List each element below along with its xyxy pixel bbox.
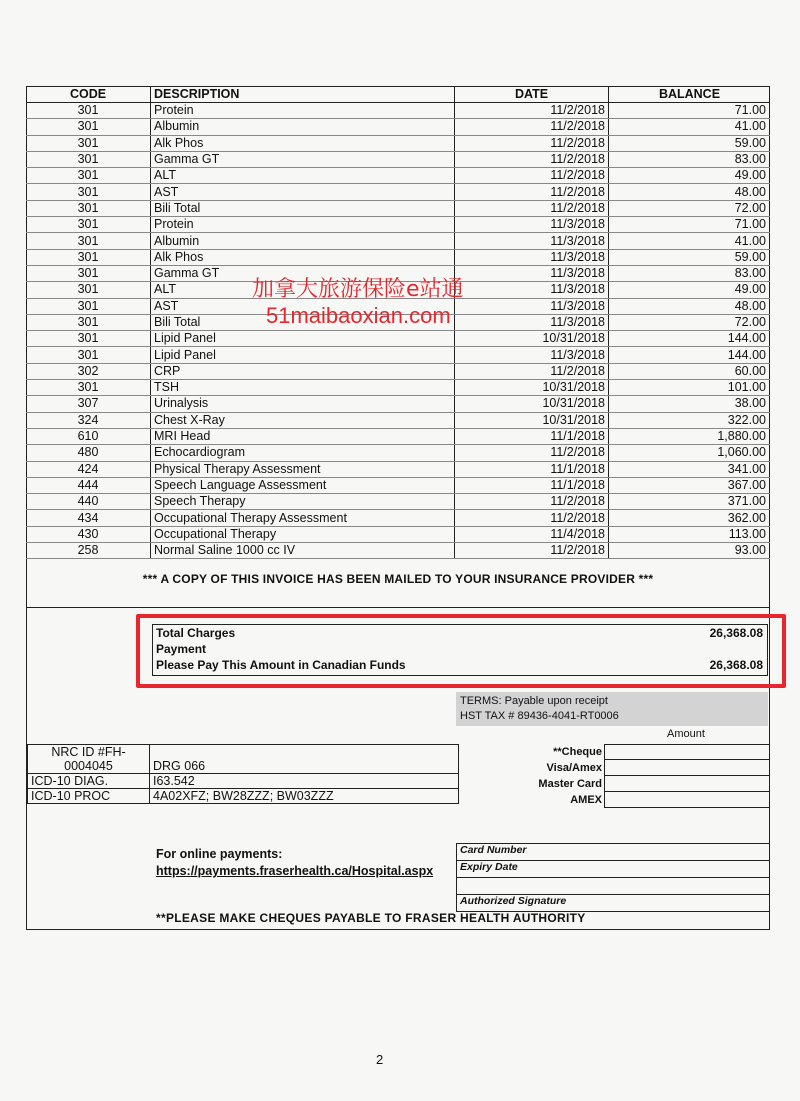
item-balance: 71.00 [609, 217, 771, 233]
icd-proc-row [28, 789, 459, 804]
item-description: Gamma GT [151, 265, 455, 281]
item-code: 301 [26, 282, 151, 298]
payment-method-row [456, 776, 770, 792]
total-charges-value: 26,368.08 [709, 626, 763, 640]
terms-text: TERMS: Payable upon receipt [460, 695, 608, 707]
item-balance: 341.00 [609, 461, 771, 477]
item-description: Occupational Therapy Assessment [151, 510, 455, 526]
item-code: 610 [26, 428, 151, 444]
item-code: 480 [26, 445, 151, 461]
item-date: 11/3/2018 [455, 347, 609, 363]
card-details-box [456, 843, 770, 912]
table-row [26, 543, 770, 559]
item-balance: 38.00 [609, 396, 771, 412]
online-payment-link[interactable]: https://payments.fraserhealth.ca/Hospital.aspx [156, 864, 434, 878]
item-description: CRP [151, 363, 455, 379]
item-code: 301 [26, 380, 151, 396]
item-description: Occupational Therapy [151, 526, 455, 542]
table-row [26, 494, 770, 510]
drg-code: DRG 066 [150, 745, 459, 774]
item-description: ALT [151, 282, 455, 298]
item-description: Urinalysis [151, 396, 455, 412]
item-code: 301 [26, 347, 151, 363]
table-row [26, 233, 770, 249]
cheque-instructions: **PLEASE MAKE CHEQUES PAYABLE TO FRASER HEALTH AUTHORITY [156, 911, 586, 925]
item-date: 11/3/2018 [455, 265, 609, 281]
item-balance: 59.00 [609, 249, 771, 265]
icd-proc-value: 4A02XFZ; BW28ZZZ; BW03ZZZ [150, 789, 459, 804]
item-balance: 144.00 [609, 331, 771, 347]
item-date: 11/2/2018 [455, 184, 609, 200]
table-row [26, 461, 770, 477]
highlight-frame [136, 614, 786, 688]
table-row [26, 380, 770, 396]
table-row [26, 363, 770, 379]
item-description: Lipid Panel [151, 347, 455, 363]
nrc-row [28, 745, 459, 774]
item-code: 440 [26, 494, 151, 510]
insurance-notice: *** A COPY OF THIS INVOICE HAS BEEN MAILED TO YOUR INSURANCE PROVIDER *** [142, 572, 654, 586]
item-code: 301 [26, 233, 151, 249]
table-row [26, 510, 770, 526]
table-row [26, 412, 770, 428]
item-balance: 72.00 [609, 314, 771, 330]
table-row [26, 151, 770, 167]
item-date: 10/31/2018 [455, 412, 609, 428]
item-description: Protein [151, 217, 455, 233]
payment-amount-box [604, 776, 770, 792]
item-description: Chest X-Ray [151, 412, 455, 428]
watermark-url: 51maibaoxian.com [266, 303, 451, 328]
payment-label: Payment [156, 642, 207, 656]
item-balance: 49.00 [609, 282, 771, 298]
item-date: 11/2/2018 [455, 494, 609, 510]
table-row [26, 103, 770, 119]
item-description: Alk Phos [151, 135, 455, 151]
terms-box [456, 692, 768, 726]
item-balance: 72.00 [609, 200, 771, 216]
item-code: 301 [26, 184, 151, 200]
online-payment-info [156, 846, 433, 880]
item-code: 301 [26, 217, 151, 233]
table-row [26, 119, 770, 135]
item-code: 301 [26, 265, 151, 281]
item-code: 258 [26, 543, 151, 559]
item-description: Protein [151, 103, 455, 119]
item-description: AST [151, 184, 455, 200]
item-code: 301 [26, 119, 151, 135]
col-description-header: DESCRIPTION [151, 86, 455, 103]
table-row [26, 347, 770, 363]
item-balance: 322.00 [609, 412, 771, 428]
item-date: 11/3/2018 [455, 233, 609, 249]
item-code: 301 [26, 200, 151, 216]
item-code: 301 [26, 103, 151, 119]
item-code: 324 [26, 412, 151, 428]
item-description: AST [151, 298, 455, 314]
payment-method-label: **Cheque [553, 746, 602, 758]
item-date: 11/2/2018 [455, 510, 609, 526]
item-balance: 362.00 [609, 510, 771, 526]
item-balance: 49.00 [609, 168, 771, 184]
item-date: 11/2/2018 [455, 363, 609, 379]
payment-amount-box [604, 760, 770, 776]
item-description: Lipid Panel [151, 331, 455, 347]
item-description: ALT [151, 168, 455, 184]
item-code: 430 [26, 526, 151, 542]
charges-table-body [26, 103, 770, 559]
item-balance: 83.00 [609, 265, 771, 281]
icd-proc-label: ICD-10 PROC [28, 789, 150, 804]
item-code: 307 [26, 396, 151, 412]
item-description: Gamma GT [151, 151, 455, 167]
item-balance: 93.00 [609, 543, 771, 559]
item-balance: 1,060.00 [609, 445, 771, 461]
item-date: 11/4/2018 [455, 526, 609, 542]
item-code: 301 [26, 168, 151, 184]
item-code: 301 [26, 249, 151, 265]
item-description: Normal Saline 1000 cc IV [151, 543, 455, 559]
item-balance: 367.00 [609, 477, 771, 493]
payment-amount-box [604, 792, 770, 808]
card-number-field: Card Number [457, 844, 770, 861]
item-balance: 1,880.00 [609, 428, 771, 444]
table-row [26, 526, 770, 542]
blank-field [457, 878, 770, 895]
item-balance: 41.00 [609, 233, 771, 249]
table-row [26, 445, 770, 461]
item-description: Bili Total [151, 314, 455, 330]
item-date: 11/2/2018 [455, 200, 609, 216]
item-date: 11/3/2018 [455, 314, 609, 330]
icd-diag-label: ICD-10 DIAG. [28, 774, 150, 789]
divider [26, 607, 770, 608]
online-payment-label: For online payments: [156, 847, 283, 861]
table-row [26, 217, 770, 233]
item-description: MRI Head [151, 428, 455, 444]
item-description: Echocardiogram [151, 445, 455, 461]
item-date: 11/1/2018 [455, 461, 609, 477]
please-pay-label: Please Pay This Amount in Canadian Funds [156, 658, 406, 672]
item-balance: 59.00 [609, 135, 771, 151]
col-code-header: CODE [26, 86, 151, 103]
item-balance: 48.00 [609, 184, 771, 200]
payment-method-label: Master Card [538, 778, 602, 790]
item-code: 301 [26, 314, 151, 330]
item-code: 301 [26, 331, 151, 347]
signature-field: Authorized Signature [457, 895, 770, 912]
item-code: 301 [26, 151, 151, 167]
item-date: 11/1/2018 [455, 428, 609, 444]
item-code: 301 [26, 135, 151, 151]
payment-method-label: AMEX [570, 794, 602, 806]
item-description: Bili Total [151, 200, 455, 216]
item-date: 11/2/2018 [455, 543, 609, 559]
hst-number: HST TAX # 89436-4041-RT0006 [460, 710, 619, 722]
item-description: Albumin [151, 119, 455, 135]
item-balance: 71.00 [609, 103, 771, 119]
item-balance: 48.00 [609, 298, 771, 314]
item-date: 10/31/2018 [455, 331, 609, 347]
item-balance: 144.00 [609, 347, 771, 363]
table-row [26, 200, 770, 216]
table-row [26, 428, 770, 444]
col-balance-header: BALANCE [609, 86, 771, 103]
item-date: 11/2/2018 [455, 119, 609, 135]
payment-amount-box [604, 744, 770, 760]
item-description: Speech Language Assessment [151, 477, 455, 493]
watermark-chinese: 加拿大旅游保险e站通 [252, 277, 464, 302]
item-date: 11/2/2018 [455, 103, 609, 119]
item-code: 434 [26, 510, 151, 526]
patient-codes-table [27, 744, 459, 804]
item-balance: 101.00 [609, 380, 771, 396]
table-row [26, 184, 770, 200]
item-balance: 371.00 [609, 494, 771, 510]
table-row [26, 477, 770, 493]
item-balance: 83.00 [609, 151, 771, 167]
item-description: TSH [151, 380, 455, 396]
table-row [26, 396, 770, 412]
item-code: 444 [26, 477, 151, 493]
item-balance: 60.00 [609, 363, 771, 379]
expiry-date-field: Expiry Date [457, 861, 770, 878]
table-row [26, 135, 770, 151]
item-code: 301 [26, 298, 151, 314]
item-date: 10/31/2018 [455, 380, 609, 396]
amount-header: Amount [667, 728, 705, 740]
table-header-row [26, 86, 770, 103]
item-date: 11/1/2018 [455, 477, 609, 493]
nrc-id: NRC ID #FH-0004045 [28, 745, 150, 774]
item-date: 11/2/2018 [455, 151, 609, 167]
item-date: 11/2/2018 [455, 135, 609, 151]
payment-method-row [456, 760, 770, 776]
total-charges-label: Total Charges [156, 626, 236, 640]
payment-method-row [456, 744, 770, 760]
item-code: 302 [26, 363, 151, 379]
icd-diag-row [28, 774, 459, 789]
item-date: 11/3/2018 [455, 249, 609, 265]
item-date: 11/3/2018 [455, 298, 609, 314]
item-date: 11/2/2018 [455, 445, 609, 461]
item-date: 11/3/2018 [455, 217, 609, 233]
table-row [26, 331, 770, 347]
table-row [26, 249, 770, 265]
payment-method-label: Visa/Amex [546, 762, 602, 774]
col-date-header: DATE [455, 86, 609, 103]
item-description: Physical Therapy Assessment [151, 461, 455, 477]
item-balance: 113.00 [609, 526, 771, 542]
payment-method-row [456, 792, 770, 808]
item-date: 10/31/2018 [455, 396, 609, 412]
table-row [26, 168, 770, 184]
item-description: Alk Phos [151, 249, 455, 265]
item-date: 11/3/2018 [455, 282, 609, 298]
payment-methods [456, 744, 770, 808]
item-description: Speech Therapy [151, 494, 455, 510]
please-pay-value: 26,368.08 [709, 658, 763, 672]
icd-diag-value: I63.542 [150, 774, 459, 789]
item-description: Albumin [151, 233, 455, 249]
item-balance: 41.00 [609, 119, 771, 135]
item-code: 424 [26, 461, 151, 477]
item-date: 11/2/2018 [455, 168, 609, 184]
page-number: 2 [376, 1052, 384, 1067]
